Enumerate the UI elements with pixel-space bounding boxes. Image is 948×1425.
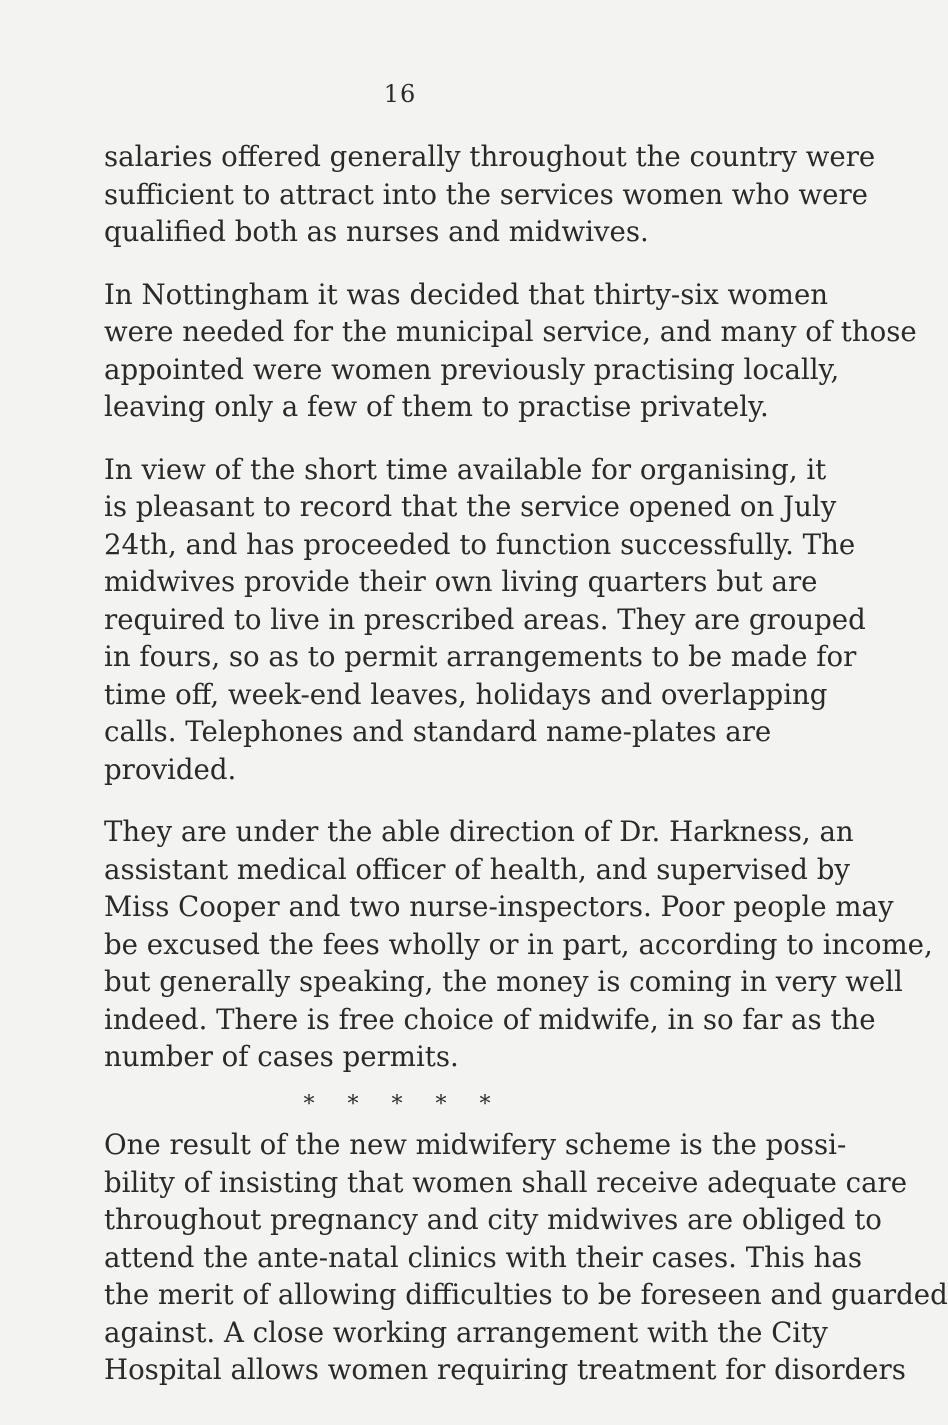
text-line: Miss Cooper and two nurse-inspectors. Poor people may xyxy=(104,890,894,923)
text-line: against. A close working arrangement with the City xyxy=(104,1315,828,1349)
text-line: number of cases permits. xyxy=(104,1040,459,1073)
text-line: sufficient to attract into the services women who were xyxy=(104,177,869,211)
text-line: be excused the fees wholly or in part, according to income, xyxy=(104,927,933,961)
text-line: is pleasant to record that the service opened on July xyxy=(104,490,837,523)
text-line: In Nottingham it was decided that thirty-six women xyxy=(104,277,829,311)
text-line: bility of insisting that women shall receive adequate care xyxy=(104,1165,908,1199)
text-line: leaving only a few of them to practise privately. xyxy=(104,390,769,423)
text-line: midwives provide their own living quarters but are xyxy=(104,565,818,598)
text-line: were needed for the municipal service, and many of those xyxy=(104,315,917,348)
paragraph-4 xyxy=(104,813,933,1076)
text-line: assistant medical officer of health, and supervised by xyxy=(104,852,850,886)
text-line: throughout pregnancy and city midwives are obliged to xyxy=(104,1203,882,1236)
text-line: in fours, so as to permit arrangements to be made for xyxy=(104,640,857,673)
body-text xyxy=(104,138,933,1076)
text-line: time off, week-end leaves, holidays and overlapping xyxy=(104,677,828,711)
paragraph-gap xyxy=(104,251,804,276)
text-line: provided. xyxy=(104,752,237,786)
text-line: but generally speaking, the money is coming in very well xyxy=(104,965,903,998)
text-line: indeed. There is free choice of midwife, in so far as the xyxy=(104,1002,876,1036)
text-line: They are under the able direction of Dr. Harkness, an xyxy=(104,815,854,848)
text-line: the merit of allowing difficulties to be foreseen and guarded xyxy=(104,1278,948,1311)
paragraph-gap xyxy=(104,788,804,813)
text-line: One result of the new midwifery scheme is the possi- xyxy=(104,1128,847,1161)
closing-text xyxy=(104,1126,948,1389)
text-line: salaries offered generally throughout the country were xyxy=(104,140,876,173)
paragraph-5 xyxy=(104,1126,948,1389)
page-number: 16 xyxy=(383,80,417,108)
text-line: 24th, and has proceeded to function successfully. The xyxy=(104,527,856,561)
paragraph-gap xyxy=(104,426,804,451)
text-line: required to live in prescribed areas. They are grouped xyxy=(104,602,866,636)
text-line: Hospital allows women requiring treatment for disorders xyxy=(104,1353,906,1386)
text-line: attend the ante-natal clinics with their cases. This has xyxy=(104,1240,863,1274)
paragraph-3 xyxy=(104,451,866,789)
section-separator: * * * * * xyxy=(303,1092,497,1117)
paragraph-2 xyxy=(104,276,917,426)
text-line: In view of the short time available for organising, it xyxy=(104,452,827,486)
paragraph-1 xyxy=(104,138,876,251)
text-line: appointed were women previously practising locally, xyxy=(104,352,840,386)
text-line: calls. Telephones and standard name-plates are xyxy=(104,715,772,748)
text-line: qualified both as nurses and midwives. xyxy=(104,215,649,248)
